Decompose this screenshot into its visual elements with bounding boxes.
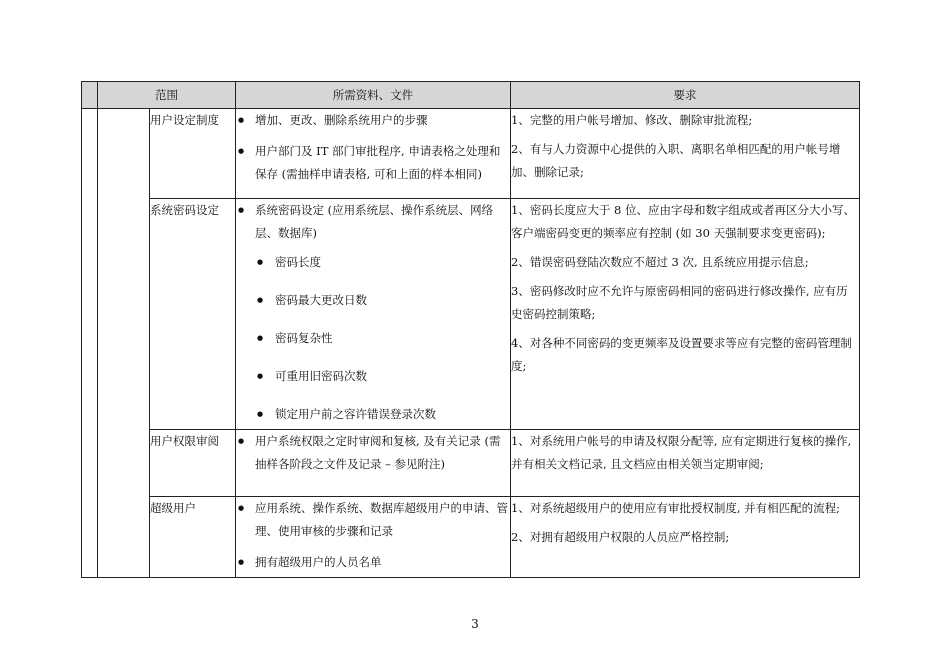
table-row (82, 109, 860, 199)
header-row (82, 82, 860, 109)
sub-list-item: ● 密码长度 (255, 251, 510, 274)
requirement-text: 3、密码修改时应不允许与原密码相同的密码进行修改操作, 应有历史密码控制策略; (511, 284, 848, 321)
scope-cell: 用户设定制度 (150, 109, 236, 199)
files-cell (236, 199, 511, 430)
requirement-text: 1、对系统超级用户的使用应有审批授权制度, 并有相匹配的流程; (511, 501, 840, 515)
requirement-text: 2、错误密码登陆次数应不超过 3 次, 且系统应用提示信息; (511, 255, 809, 269)
requirements-cell (511, 109, 860, 199)
scope-cell: 超级用户 (150, 497, 236, 578)
blank-column-cell (98, 109, 150, 578)
sub-list-item: ● 密码复杂性 (255, 327, 510, 350)
files-list (236, 199, 510, 426)
header-files: 所需资料、文件 (236, 82, 511, 109)
list-item: ● 用户系统权限之定时审阅和复核, 及有关记录 (需抽样各阶段之文件及记录 – 参见附注) (236, 430, 510, 476)
sub-list-item: ● 可重用旧密码次数 (255, 365, 510, 388)
list-item-text: 系统密码设定 (应用系统层、操作系统层、网络层、数据库) (255, 203, 494, 240)
requirement-text: 1、密码长度应大于 8 位、应由字母和数字组成或者再区分大小写、客户端密码变更的频率应有控制 (如 30 天强制要求变更密码); (511, 203, 855, 240)
files-list (236, 497, 510, 574)
table-row (82, 497, 860, 578)
requirements-cell (511, 199, 860, 430)
list-item: ● 拥有超级用户的人员名单 (236, 551, 510, 574)
files-cell (236, 497, 511, 578)
requirement-text: 2、有与人力资源中心提供的入职、离职名单相匹配的用户帐号增加、删除记录; (511, 142, 841, 179)
table-row (82, 199, 860, 430)
requirement-text: 1、完整的用户帐号增加、修改、删除审批流程; (511, 113, 753, 127)
sub-list-item: ● 密码最大更改日数 (255, 289, 510, 312)
blank-column-cell (82, 109, 98, 578)
requirements-cell (511, 497, 860, 578)
requirements-table (81, 81, 860, 578)
list-item: ● 用户部门及 IT 部门审批程序, 申请表格之处理和保存 (需抽样申请表格, 可和上面的样本相同) (236, 140, 510, 186)
list-item: ● 应用系统、操作系统、数据库超级用户的申请、管理、使用审核的步骤和记录 (236, 497, 510, 543)
requirement-text: 2、对拥有超级用户权限的人员应严格控制; (511, 530, 730, 544)
files-cell (236, 430, 511, 497)
files-cell (236, 109, 511, 199)
list-item (236, 199, 510, 426)
list-item: ● 增加、更改、删除系统用户的步骤 (236, 109, 510, 132)
page-number: 3 (471, 617, 479, 631)
requirement-text: 1、对系统用户帐号的申请及权限分配等, 应有定期进行复核的操作, 并有相关文档记录, 且文档应由相关领当定期审阅; (511, 434, 852, 471)
blank-header-cell (82, 82, 98, 109)
sub-list (255, 251, 510, 426)
requirements-cell (511, 430, 860, 497)
scope-cell: 系统密码设定 (150, 199, 236, 430)
files-list (236, 430, 510, 476)
header-requirements: 要求 (511, 82, 860, 109)
requirement-text: 4、对各种不同密码的变更频率及设置要求等应有完整的密码管理制度; (511, 336, 852, 373)
table-row (82, 430, 860, 497)
scope-cell: 用户权限审阅 (150, 430, 236, 497)
header-scope: 范围 (98, 82, 236, 109)
files-list (236, 109, 510, 186)
sub-list-item: ● 锁定用户前之容许错误登录次数 (255, 403, 510, 426)
